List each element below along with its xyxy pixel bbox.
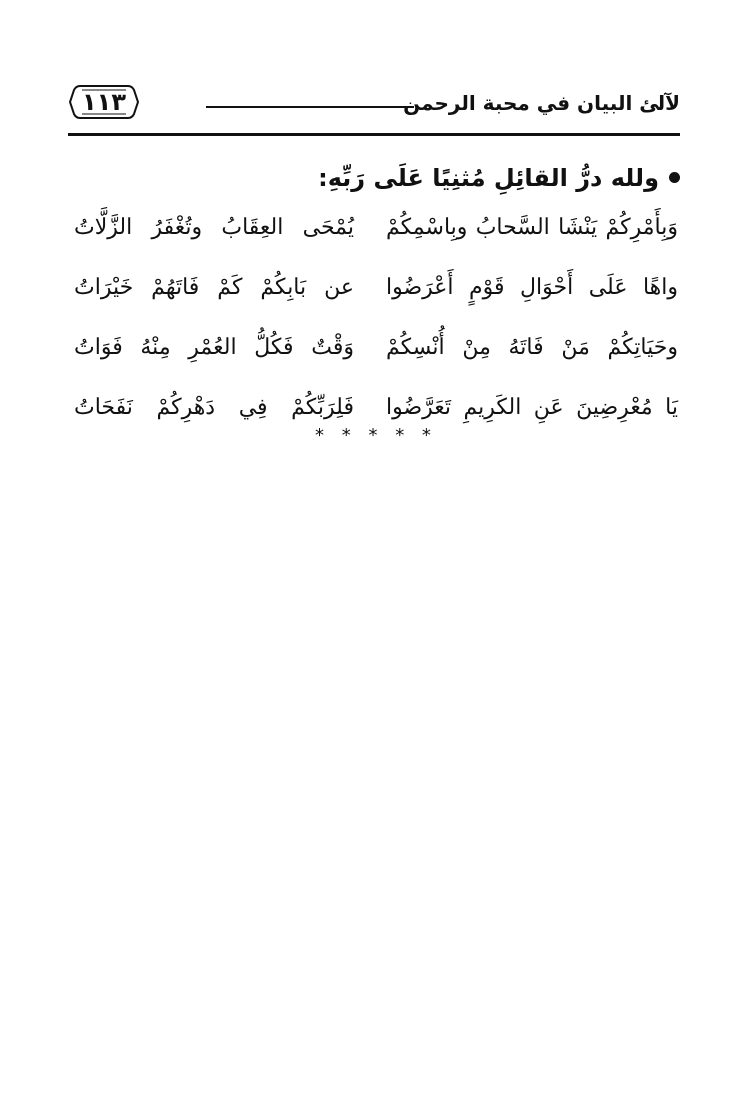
verse-second-half: وَقْتٌ فَكُلُّ العُمْرِ مِنْهُ فَوَاتُ <box>74 335 354 360</box>
verse-second-half: يُمْحَى العِقَابُ وتُغْفَرُ الزَّلَّاتُ <box>74 215 354 240</box>
poem-verse <box>74 200 678 260</box>
verse-first-half: وَبِأَمْرِكُمْ يَنْشَا السَّحابُ وبِاسْمِكُمْ <box>386 215 678 240</box>
page-header <box>68 80 680 132</box>
verse-first-half: واهًا عَلَى أَحْوَالِ قَوْمٍ أَعْرَضُوا <box>386 275 678 300</box>
page-number: ١١٣ <box>82 88 126 116</box>
poem <box>74 200 678 440</box>
header-underline <box>68 133 680 136</box>
header-divider <box>206 106 414 108</box>
verse-second-half: فَلِرَبِّكُمْ فِي دَهْرِكُمْ نَفَحَاتُ <box>74 395 354 420</box>
bullet-icon <box>669 172 680 183</box>
section-separator: * * * * * <box>315 425 437 446</box>
intro-line <box>318 160 680 196</box>
verse-first-half: وحَيَاتِكُمْ مَنْ فَاتَهُ مِنْ أُنْسِكُمْ <box>386 335 678 360</box>
intro-text: ولله درُّ القائِلِ مُثنِيًا عَلَى رَبِّهِ: <box>318 164 659 192</box>
verse-first-half: يَا مُعْرِضِينَ عَنِ الكَرِيمِ تَعَرَّضُوا <box>386 395 678 420</box>
running-title: لآلئ البيان في محبة الرحمن <box>403 91 680 115</box>
page-number-badge <box>68 82 140 122</box>
poem-verse <box>74 260 678 320</box>
poem-verse <box>74 320 678 380</box>
verse-second-half: عن بَابِكُمْ كَمْ فَاتَهُمْ خَيْرَاتُ <box>74 275 354 300</box>
